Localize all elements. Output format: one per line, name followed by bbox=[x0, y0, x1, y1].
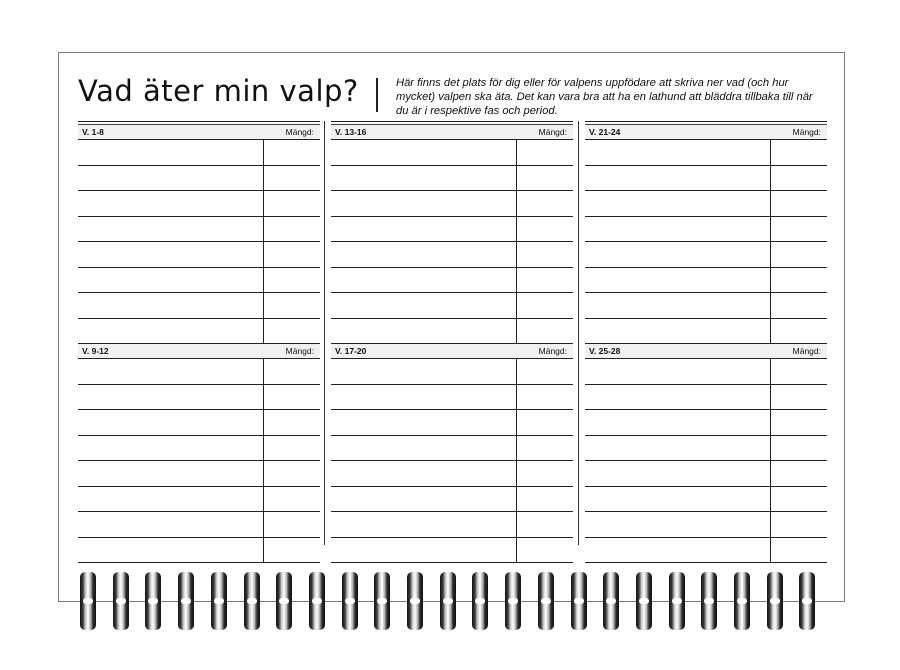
entry-row[interactable] bbox=[331, 410, 573, 436]
entry-row[interactable] bbox=[78, 140, 320, 166]
entry-row[interactable] bbox=[331, 487, 573, 513]
binding-ring bbox=[276, 572, 292, 630]
amount-column-divider bbox=[770, 436, 771, 461]
amount-label: Mängd: bbox=[538, 127, 567, 137]
section-header bbox=[585, 125, 827, 140]
amount-column-divider bbox=[516, 538, 517, 563]
binding-ring bbox=[113, 572, 129, 630]
binding-ring bbox=[734, 572, 750, 630]
entry-row[interactable] bbox=[585, 293, 827, 319]
entry-row[interactable] bbox=[585, 410, 827, 436]
entry-rows bbox=[585, 359, 827, 563]
amount-column-divider bbox=[263, 191, 264, 216]
entry-row[interactable] bbox=[585, 512, 827, 538]
amount-column-divider bbox=[263, 359, 264, 384]
entry-row[interactable] bbox=[78, 217, 320, 243]
entry-row[interactable] bbox=[585, 166, 827, 192]
amount-label: Mängd: bbox=[792, 127, 821, 137]
section-header bbox=[585, 344, 827, 359]
column-separator bbox=[324, 121, 325, 545]
amount-column-divider bbox=[263, 487, 264, 512]
entry-row[interactable] bbox=[585, 140, 827, 166]
entry-row[interactable] bbox=[78, 242, 320, 268]
column-2 bbox=[331, 121, 573, 563]
entry-row[interactable] bbox=[331, 166, 573, 192]
amount-column-divider bbox=[516, 242, 517, 267]
entry-row[interactable] bbox=[78, 512, 320, 538]
section-header bbox=[78, 344, 320, 359]
section-weeks bbox=[331, 125, 573, 344]
section-weeks bbox=[78, 344, 320, 563]
entry-rows bbox=[585, 140, 827, 344]
entry-row[interactable] bbox=[78, 191, 320, 217]
amount-column-divider bbox=[516, 436, 517, 461]
week-range-label: V. 17-20 bbox=[335, 346, 367, 356]
binding-ring bbox=[603, 572, 619, 630]
entry-row[interactable] bbox=[585, 538, 827, 564]
entry-row[interactable] bbox=[585, 487, 827, 513]
amount-column-divider bbox=[516, 293, 517, 318]
binding-ring bbox=[374, 572, 390, 630]
amount-column-divider bbox=[770, 359, 771, 384]
binding-ring bbox=[636, 572, 652, 630]
entry-row[interactable] bbox=[331, 293, 573, 319]
amount-column-divider bbox=[263, 512, 264, 537]
entry-row[interactable] bbox=[78, 487, 320, 513]
amount-column-divider bbox=[263, 538, 264, 563]
amount-column-divider bbox=[263, 436, 264, 461]
amount-column-divider bbox=[516, 319, 517, 344]
column-separator bbox=[578, 121, 579, 545]
entry-row[interactable] bbox=[331, 436, 573, 462]
amount-column-divider bbox=[263, 242, 264, 267]
entry-row[interactable] bbox=[585, 268, 827, 294]
entry-row[interactable] bbox=[78, 410, 320, 436]
entry-row[interactable] bbox=[78, 461, 320, 487]
entry-rows bbox=[331, 359, 573, 563]
amount-column-divider bbox=[516, 268, 517, 293]
entry-row[interactable] bbox=[78, 319, 320, 345]
amount-column-divider bbox=[516, 359, 517, 384]
binding-ring bbox=[767, 572, 783, 630]
week-range-label: V. 25-28 bbox=[589, 346, 621, 356]
entry-row[interactable] bbox=[78, 166, 320, 192]
binding-ring bbox=[669, 572, 685, 630]
amount-column-divider bbox=[770, 461, 771, 486]
amount-column-divider bbox=[516, 487, 517, 512]
section-header bbox=[331, 125, 573, 140]
amount-column-divider bbox=[516, 166, 517, 191]
entry-row[interactable] bbox=[331, 242, 573, 268]
entry-row[interactable] bbox=[331, 217, 573, 243]
amount-label: Mängd: bbox=[792, 346, 821, 356]
entry-row[interactable] bbox=[78, 538, 320, 564]
amount-column-divider bbox=[516, 410, 517, 435]
binding-ring bbox=[472, 572, 488, 630]
amount-label: Mängd: bbox=[285, 127, 314, 137]
binding-ring bbox=[505, 572, 521, 630]
column-1 bbox=[78, 121, 320, 563]
entry-row[interactable] bbox=[78, 385, 320, 411]
binding-ring bbox=[145, 572, 161, 630]
amount-column-divider bbox=[770, 487, 771, 512]
binding-ring bbox=[571, 572, 587, 630]
entry-row[interactable] bbox=[585, 436, 827, 462]
entry-row[interactable] bbox=[331, 191, 573, 217]
section-header bbox=[78, 125, 320, 140]
amount-column-divider bbox=[770, 319, 771, 344]
amount-column-divider bbox=[516, 512, 517, 537]
entry-row[interactable] bbox=[585, 385, 827, 411]
spiral-binding bbox=[80, 572, 835, 632]
amount-column-divider bbox=[263, 166, 264, 191]
binding-ring bbox=[440, 572, 456, 630]
amount-column-divider bbox=[263, 217, 264, 242]
entry-row[interactable] bbox=[78, 436, 320, 462]
binding-ring bbox=[309, 572, 325, 630]
amount-column-divider bbox=[263, 140, 264, 165]
section-header bbox=[331, 344, 573, 359]
entry-rows bbox=[78, 359, 320, 563]
amount-column-divider bbox=[770, 538, 771, 563]
entry-row[interactable] bbox=[331, 512, 573, 538]
entry-row[interactable] bbox=[585, 461, 827, 487]
amount-label: Mängd: bbox=[538, 346, 567, 356]
entry-row[interactable] bbox=[331, 385, 573, 411]
amount-column-divider bbox=[516, 461, 517, 486]
section-weeks bbox=[78, 125, 320, 344]
section-weeks bbox=[585, 125, 827, 344]
entry-row[interactable] bbox=[585, 319, 827, 345]
binding-ring bbox=[342, 572, 358, 630]
amount-column-divider bbox=[770, 512, 771, 537]
week-range-label: V. 1-8 bbox=[82, 127, 104, 137]
amount-label: Mängd: bbox=[285, 346, 314, 356]
amount-column-divider bbox=[770, 140, 771, 165]
entry-row[interactable] bbox=[331, 359, 573, 385]
intro-text: Här finns det plats för dig eller för valpens uppfödare att skriva ner vad (och hur mycket) valpen ska äta. Det kan vara bra att ha en lathund att bläddra tillbaka till när du är i respektive fas och period. bbox=[396, 77, 813, 117]
entry-row[interactable] bbox=[78, 293, 320, 319]
entry-row[interactable] bbox=[331, 140, 573, 166]
week-range-label: V. 21-24 bbox=[589, 127, 621, 137]
amount-column-divider bbox=[263, 319, 264, 344]
entry-row[interactable] bbox=[331, 319, 573, 345]
entry-rows bbox=[331, 140, 573, 344]
entry-row[interactable] bbox=[585, 191, 827, 217]
amount-column-divider bbox=[263, 410, 264, 435]
title-divider bbox=[376, 78, 378, 112]
binding-ring bbox=[244, 572, 260, 630]
amount-column-divider bbox=[770, 242, 771, 267]
amount-column-divider bbox=[516, 385, 517, 410]
entry-row[interactable] bbox=[331, 461, 573, 487]
amount-column-divider bbox=[770, 191, 771, 216]
binding-ring bbox=[701, 572, 717, 630]
amount-column-divider bbox=[770, 293, 771, 318]
entry-row[interactable] bbox=[78, 268, 320, 294]
page-title: Vad äter min valp? bbox=[78, 74, 359, 108]
entry-row[interactable] bbox=[585, 242, 827, 268]
amount-column-divider bbox=[770, 410, 771, 435]
amount-column-divider bbox=[770, 268, 771, 293]
week-range-label: V. 9-12 bbox=[82, 346, 109, 356]
binding-ring bbox=[178, 572, 194, 630]
entry-row[interactable] bbox=[331, 538, 573, 564]
amount-column-divider bbox=[770, 217, 771, 242]
amount-column-divider bbox=[516, 217, 517, 242]
amount-column-divider bbox=[263, 461, 264, 486]
amount-column-divider bbox=[516, 140, 517, 165]
binding-ring bbox=[211, 572, 227, 630]
column-3 bbox=[585, 121, 827, 563]
binding-ring bbox=[799, 572, 815, 630]
amount-column-divider bbox=[770, 166, 771, 191]
entry-rows bbox=[78, 140, 320, 344]
amount-column-divider bbox=[516, 191, 517, 216]
binding-ring bbox=[538, 572, 554, 630]
binding-ring bbox=[80, 572, 96, 630]
entry-row[interactable] bbox=[585, 217, 827, 243]
amount-column-divider bbox=[770, 385, 771, 410]
week-range-label: V. 13-16 bbox=[335, 127, 367, 137]
section-weeks bbox=[585, 344, 827, 563]
amount-column-divider bbox=[263, 385, 264, 410]
entry-row[interactable] bbox=[78, 359, 320, 385]
amount-column-divider bbox=[263, 293, 264, 318]
binding-ring bbox=[407, 572, 423, 630]
amount-column-divider bbox=[263, 268, 264, 293]
entry-row[interactable] bbox=[331, 268, 573, 294]
section-weeks bbox=[331, 344, 573, 563]
entry-row[interactable] bbox=[585, 359, 827, 385]
